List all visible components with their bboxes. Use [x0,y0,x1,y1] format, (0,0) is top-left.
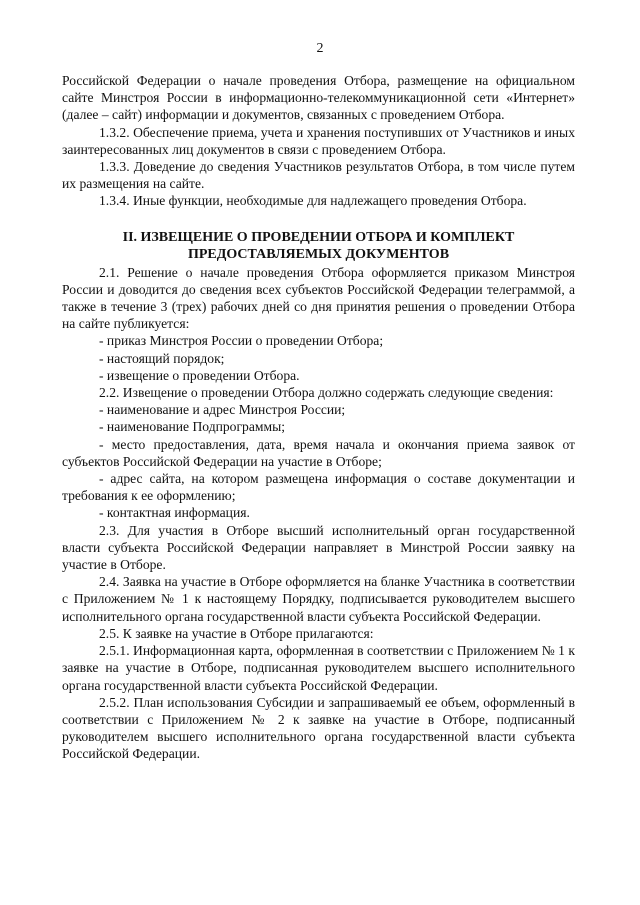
list-item: - контактная информация. [99,505,250,521]
list-item: - извещение о проведении Отбора. [99,367,300,383]
section-heading: II. ИЗВЕЩЕНИЕ О ПРОВЕДЕНИИ ОТБОРА И КОМПЛЕКТ ПРЕДОСТАВЛЯЕМЫХ ДОКУМЕНТОВ [122,229,515,263]
page-number: 2 [316,41,324,56]
paragraph-2-4: 2.4. Заявка на участие в Отборе оформляется на бланке Участника в соответствии с Приложением № 1 к настоящему Порядку, подписывается руководителем высшего исполнительного органа государственной власти субъекта Российской Федерации. [62,574,575,624]
paragraph-2-3: 2.3. Для участия в Отборе высший исполнительный орган государственной власти субъекта Российской Федерации направляет в Минстрой России заявку на участие в Отборе. [62,522,575,573]
list-item: - место предоставления, дата, время начала и окончания приема заявок от субъектов Российской Федерации на участие в Отборе; [62,436,575,469]
list-item: - приказ Минстроя России о проведении Отбора; [99,333,384,349]
paragraph-continuation: Российской Федерации о начале проведения Отбора, размещение на официальном сайте Минстроя России в информационно-телекоммуникационной сети «Интернет» (далее – сайт) информации и документов, связанных с проведением Отбора. [62,73,575,123]
list-item: - настоящий порядок; [99,350,225,366]
paragraph-1-3-3: 1.3.3. Доведение до сведения Участников результатов Отбора, в том числе путем их размещения на сайте. [62,159,575,192]
document-body [62,72,575,763]
paragraph-2-5-2: 2.5.2. План использования Субсидии и запрашиваемый ее объем, оформленный в соответствии с Приложением № 2 к заявке на участие в Отборе, подписанный руководителем высшего исполнительного органа государственной власти субъекта Российской Федерации. [62,694,575,762]
list-item: - адрес сайта, на котором размещена информация о составе документации и требования к ее оформлению; [62,471,575,504]
list-item: - наименование и адрес Минстроя России; [99,402,346,418]
list-item: - наименование Подпрограммы; [99,419,285,435]
paragraph-1-3-4: 1.3.4. Иные функции, необходимые для надлежащего проведения Отбора. [99,193,527,209]
paragraph-2-5-1: 2.5.1. Информационная карта, оформленная в соответствии с Приложением № 1 к заявке на участие в Отборе, подписанная руководителем высшего исполнительного органа государственной власти субъекта Российской Федерации. [62,643,575,693]
paragraph-2-2: 2.2. Извещение о проведении Отбора должно содержать следующие сведения: [99,385,554,401]
paragraph-1-3-2: 1.3.2. Обеспечение приема, учета и хранения поступивших от Участников и иных заинтересованных лиц документов в связи с проведением Отбора. [62,124,575,157]
paragraph-2-5: 2.5. К заявке на участие в Отборе прилагаются: [99,625,374,641]
paragraph-2-1: 2.1. Решение о начале проведения Отбора оформляется приказом Минстроя России и доводится до сведения всех субъектов Российской Федерации телеграммой, а также в течение 3 (трех) рабочих дней со дня принятия решения о проведении Отбора на сайте публикуется: [62,264,575,332]
